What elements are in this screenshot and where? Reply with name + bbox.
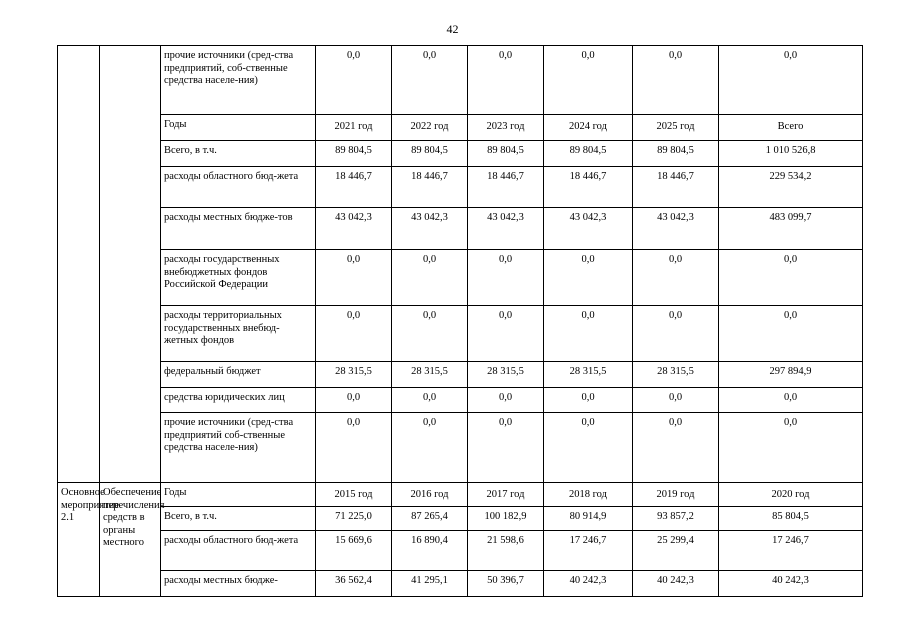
cell-value: 0,0 [392,388,468,413]
cell-value: 0,0 [719,388,863,413]
cell-value: 0,0 [316,413,392,483]
table-row [58,483,863,507]
cell-value: 43 042,3 [544,208,633,250]
cell-value: 85 804,5 [719,507,863,531]
cell-value: 17 246,7 [719,531,863,571]
cell-value: 0,0 [316,46,392,115]
cell-value: 0,0 [468,306,544,362]
cell-value: 0,0 [544,388,633,413]
cell-value: 89 804,5 [316,141,392,167]
row-label: федеральный бюджет [161,362,316,388]
table-row [58,167,863,208]
cell-value: 18 446,7 [633,167,719,208]
cell-value: 2020 год [719,483,863,507]
table-row [58,115,863,141]
cell-value: 0,0 [719,46,863,115]
cell-value: 40 242,3 [719,571,863,597]
table-row [58,208,863,250]
cell-value: 89 804,5 [544,141,633,167]
cell-value: 0,0 [392,250,468,306]
cell-value: 0,0 [468,250,544,306]
row-label: прочие источники (сред-ства предприятий, соб-ственные средства населе-ния) [161,46,316,115]
row-label: расходы государственных внебюджетных фондов Российской Федерации [161,250,316,306]
page-number: 42 [446,22,459,36]
cell-value: 0,0 [633,388,719,413]
cell-value: 43 042,3 [316,208,392,250]
row-label: Годы [161,483,316,507]
row-label: средства юридических лиц [161,388,316,413]
cell-value: 0,0 [544,306,633,362]
row-label: расходы областного бюд-жета [161,531,316,571]
merged-cell-col1 [58,46,100,483]
cell-value: 2025 год [633,115,719,141]
cell-value: 15 669,6 [316,531,392,571]
cell-value: 0,0 [468,46,544,115]
activity-number-cell: Основное мероприятие 2.1 [58,483,100,597]
cell-value: 0,0 [633,413,719,483]
cell-value: 297 894,9 [719,362,863,388]
cell-value: 483 099,7 [719,208,863,250]
cell-value: 18 446,7 [544,167,633,208]
table-row [58,46,863,115]
cell-value: 17 246,7 [544,531,633,571]
cell-value: 89 804,5 [633,141,719,167]
cell-value: 2015 год [316,483,392,507]
row-label: Всего, в т.ч. [161,141,316,167]
budget-table [57,45,863,597]
row-label: Всего, в т.ч. [161,507,316,531]
table-row [58,250,863,306]
cell-value: 89 804,5 [468,141,544,167]
cell-value: 28 315,5 [468,362,544,388]
cell-value: 50 396,7 [468,571,544,597]
cell-value: 80 914,9 [544,507,633,531]
cell-value: 28 315,5 [392,362,468,388]
cell-value: 18 446,7 [316,167,392,208]
cell-value: 0,0 [316,388,392,413]
cell-value: 16 890,4 [392,531,468,571]
cell-value: 2023 год [468,115,544,141]
cell-value: 0,0 [316,306,392,362]
row-label: расходы территориальных государственных внебюд-жетных фондов [161,306,316,362]
cell-value: 21 598,6 [468,531,544,571]
cell-value: 100 182,9 [468,507,544,531]
row-label: прочие источники (сред-ства предприятий соб-ственные средства населе-ния) [161,413,316,483]
cell-value: 0,0 [544,46,633,115]
cell-value: 18 446,7 [468,167,544,208]
cell-value: 0,0 [719,413,863,483]
cell-value: 0,0 [544,413,633,483]
cell-value: 2022 год [392,115,468,141]
cell-value: 0,0 [544,250,633,306]
cell-value: 0,0 [633,250,719,306]
cell-value: 2018 год [544,483,633,507]
cell-value: 0,0 [719,250,863,306]
cell-value: 229 534,2 [719,167,863,208]
cell-value: 0,0 [392,413,468,483]
cell-value: 0,0 [468,388,544,413]
cell-value: 28 315,5 [544,362,633,388]
cell-value: 0,0 [392,306,468,362]
row-label: расходы местных бюдже- [161,571,316,597]
cell-value: 28 315,5 [633,362,719,388]
cell-value: 18 446,7 [392,167,468,208]
activity-name-cell: Обеспечение перечисления средств в органы местного [100,483,161,597]
cell-value: 2021 год [316,115,392,141]
table-row [58,362,863,388]
cell-value: 43 042,3 [392,208,468,250]
cell-value: 0,0 [633,306,719,362]
cell-value: 40 242,3 [544,571,633,597]
cell-value: 2016 год [392,483,468,507]
cell-value: 41 295,1 [392,571,468,597]
table-row [58,531,863,571]
cell-value: 93 857,2 [633,507,719,531]
cell-value: 71 225,0 [316,507,392,531]
cell-value: 0,0 [468,413,544,483]
table-row [58,306,863,362]
row-label: расходы местных бюдже-тов [161,208,316,250]
row-label: расходы областного бюд-жета [161,167,316,208]
cell-value: 87 265,4 [392,507,468,531]
cell-value: 1 010 526,8 [719,141,863,167]
cell-value: 28 315,5 [316,362,392,388]
cell-value: 43 042,3 [633,208,719,250]
cell-value: 2017 год [468,483,544,507]
merged-cell-col2 [100,46,161,483]
row-label: Годы [161,115,316,141]
cell-value: 0,0 [392,46,468,115]
cell-value: 2019 год [633,483,719,507]
cell-value: 0,0 [633,46,719,115]
table-row [58,413,863,483]
table-row [58,388,863,413]
table-row [58,571,863,597]
cell-value: 2024 год [544,115,633,141]
cell-value: 89 804,5 [392,141,468,167]
cell-value: 40 242,3 [633,571,719,597]
table-row [58,507,863,531]
cell-value: 43 042,3 [468,208,544,250]
cell-value: 0,0 [719,306,863,362]
cell-value: 25 299,4 [633,531,719,571]
cell-value: 0,0 [316,250,392,306]
table-row [58,141,863,167]
cell-value: 36 562,4 [316,571,392,597]
cell-value: Всего [719,115,863,141]
